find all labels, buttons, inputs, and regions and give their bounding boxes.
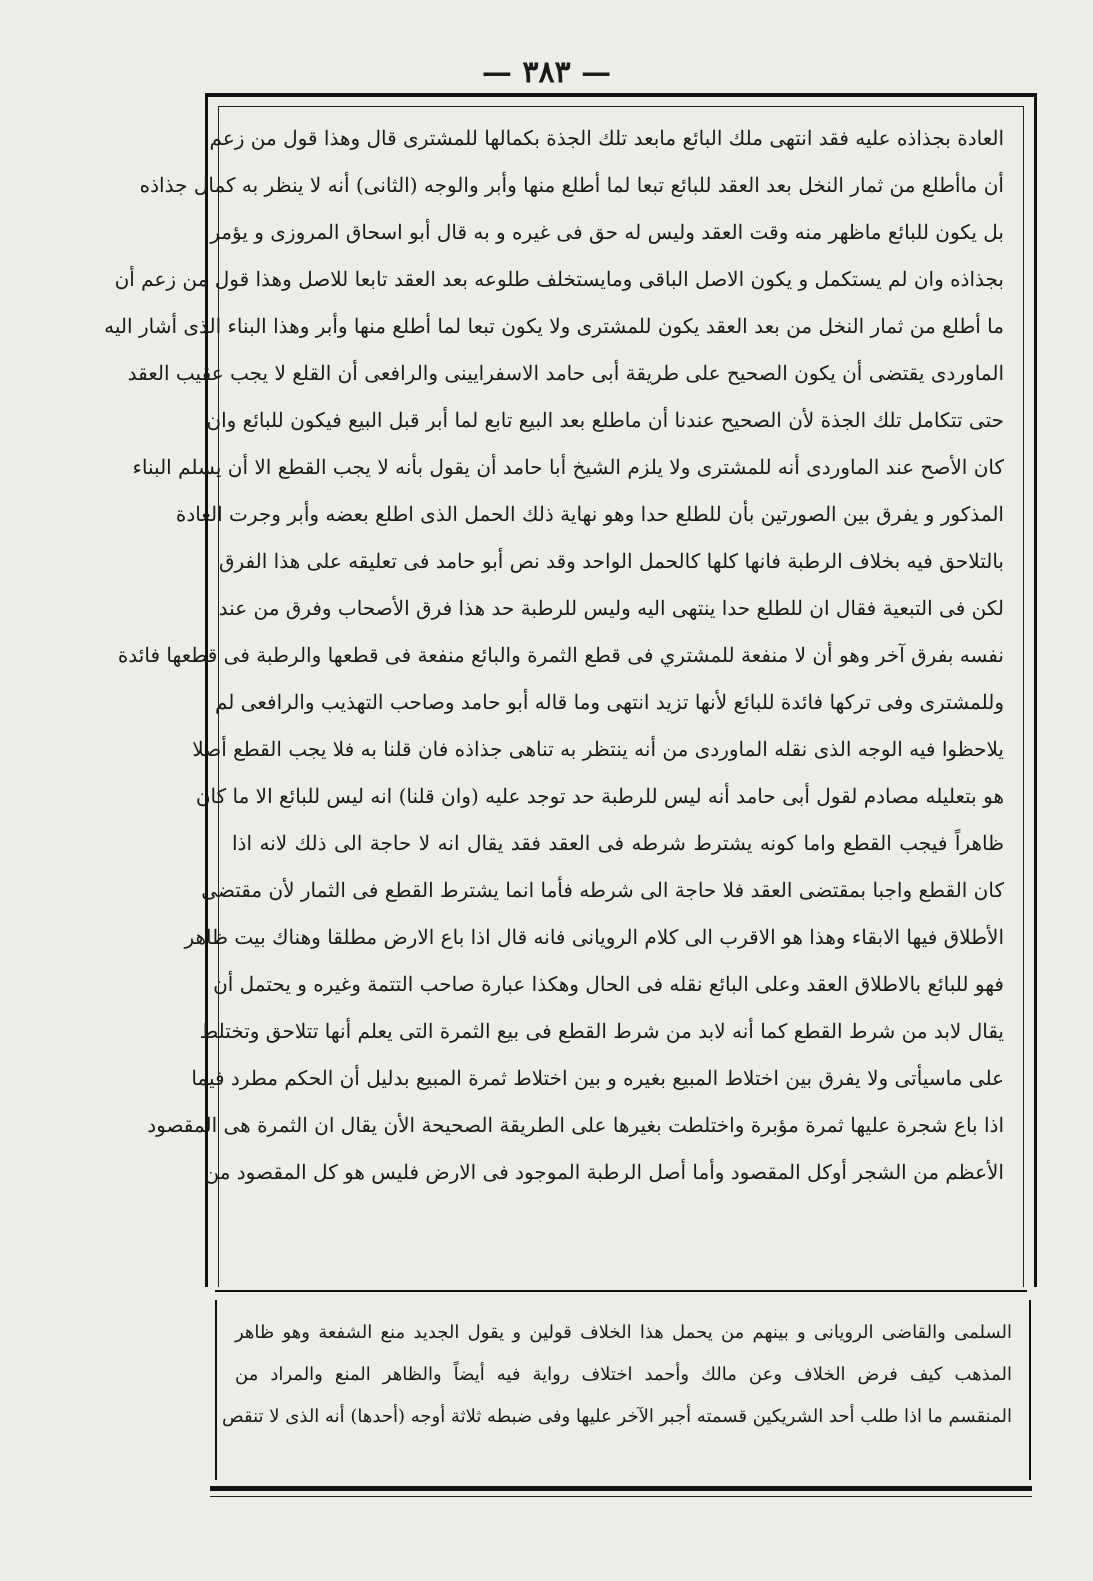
footnote-block bbox=[221, 1312, 1012, 1438]
footnote-line: السلمى والقاضى الرويانى و بينهم من يحمل هذا الخلاف قولين و يقول الجديد منع الشفعة وهو ظاهر bbox=[235, 1322, 1012, 1343]
text-line: على ماسيأتى ولا يفرق بين اختلاط المبيع بغيره و بين اختلاط ثمرة المبيع بدليل أن الحكم مطرد فيما bbox=[191, 1066, 1004, 1090]
page-number: — ٣٨٣ — bbox=[481, 55, 612, 90]
text-line: ظاهراً فيجب القطع واما كونه يشترط شرطه فى العقد فقد يقال انه لا حاجة الى ذلك لانه اذا bbox=[232, 831, 1004, 855]
text-line: الأعظم من الشجر أوكل المقصود وأما أصل الرطبة الموجود فى الارض فليس هو كل المقصود من bbox=[204, 1160, 1004, 1184]
text-line: هو بتعليله مصادم لقول أبى حامد أنه ليس للرطبة حد توجد عليه (وان قلنا) انه ليس للبائع الا ما كان bbox=[195, 784, 1004, 808]
text-line: المذكور و يفرق بين الصورتين بأن للطلع حدا وهو نهاية ذلك الحمل الذى اطلع بعضه وأبر وجرت العادة bbox=[175, 502, 1004, 526]
text-line: الأطلاق فيها الابقاء وهذا هو الاقرب الى كلام الرويانى فانه قال اذا باع الارض مطلقا وهناك بيت ظاهر bbox=[184, 925, 1004, 949]
text-line: يلاحظوا فيه الوجه الذى نقله الماوردى من أنه ينتظر به تناهى جذاذه فان قلنا به فلا يجب القطع أصلا bbox=[192, 737, 1004, 761]
text-line: العادة بجذاذه عليه فقد انتهى ملك البائع مابعد تلك الجذة بكمالها للمشترى قال وهذا قول من زعم bbox=[209, 126, 1004, 150]
text-line: يقال لابد من شرط القطع كما أنه لابد من شرط القطع فى بيع الثمرة التى يعلم أنها تتلاحق وتختلط bbox=[199, 1019, 1004, 1043]
text-line: وللمشترى وفى تركها فائدة للبائع لأنها تزيد انتهى وما قاله أبو حامد وصاحب التهذيب والرافعى لم bbox=[214, 690, 1004, 714]
main-text-block bbox=[104, 115, 1004, 1285]
text-line: كان القطع واجبا بمقتضى العقد فلا حاجة الى شرطه فأما انما يشترط القطع فى الثمار لأن مقتضى bbox=[201, 878, 1004, 902]
footnote-line: المذهب كيف فرض الخلاف وعن مالك وأحمد اختلاف رواية فيه أيضاً والظاهر المنع والمراد من bbox=[235, 1364, 1012, 1385]
text-line: لكن فى التبعية فقال ان للطلع حدا ينتهى اليه وليس للرطبة حد هذا فرق الأصحاب وفرق من عند bbox=[218, 596, 1004, 620]
bottom-rule bbox=[210, 1486, 1032, 1491]
text-line: بل يكون للبائع ماظهر منه وقت العقد وليس له حق فى غيره و به قال أبو اسحاق المروزى و يؤمر bbox=[210, 220, 1004, 244]
text-line: أن ماأطلع من ثمار النخل بعد العقد للبائع تبعا لما أطلع منها وأبر والوجه (الثانى) أنه لا ينظر به كمال جذاذه bbox=[139, 173, 1004, 197]
bottom-rule-thin bbox=[210, 1496, 1032, 1497]
text-line: الماوردى يقتضى أن يكون الصحيح على طريقة أبى حامد الاسفرايينى والرافعى أن القلع لا يجب عقيب العقد bbox=[127, 361, 1004, 385]
footnote-separator bbox=[215, 1290, 1027, 1292]
footnote-line: المنقسم ما اذا طلب أحد الشريكين قسمته أجبر الآخر عليها وفى ضبطه ثلاثة أوجه (أحدها) أنه الذى لا تنقص bbox=[221, 1406, 1012, 1427]
text-line: بالتلاحق فيه بخلاف الرطبة فانها كلها كالحمل الواحد وقد نص أبو حامد فى تعليقه على هذا الفرق bbox=[218, 549, 1004, 573]
text-line: ما أطلع من ثمار النخل من بعد العقد يكون للمشترى ولا يكون تبعا لما أطلع منها وأبر وهذا البناء الذى أشار اليه bbox=[104, 314, 1004, 338]
text-line: فهو للبائع بالاطلاق العقد وعلى البائع نقله فى الحال وهكذا عبارة صاحب التتمة وغيره و يحتمل أن bbox=[213, 972, 1004, 996]
text-line: حتى تتكامل تلك الجذة لأن الصحيح عندنا أن ماطلع بعد البيع تابع لما أبر قبل البيع فيكون للبائع وان bbox=[206, 408, 1004, 432]
text-line: كان الأصح عند الماوردى أنه للمشترى ولا يلزم الشيخ أبا حامد أن يقول بأنه لا يجب القطع الا أن يسلم البناء bbox=[132, 455, 1004, 479]
text-line: نفسه بفرق آخر وهو أن لا منفعة للمشتري فى قطع الثمرة والبائع منفعة فى قطعها والرطبة فى قطعها فائدة bbox=[117, 643, 1004, 667]
text-line: اذا باع شجرة عليها ثمرة مؤبرة واختلطت بغيرها على الطريقة الصحيحة الأن يقال ان الثمرة هى المقصود bbox=[147, 1113, 1004, 1137]
text-line: بجذاذه وان لم يستكمل و يكون الاصل الباقى ومايستخلف طلوعه بعد العقد تابعا للاصل وهذا قول من زعم أن bbox=[114, 267, 1004, 291]
